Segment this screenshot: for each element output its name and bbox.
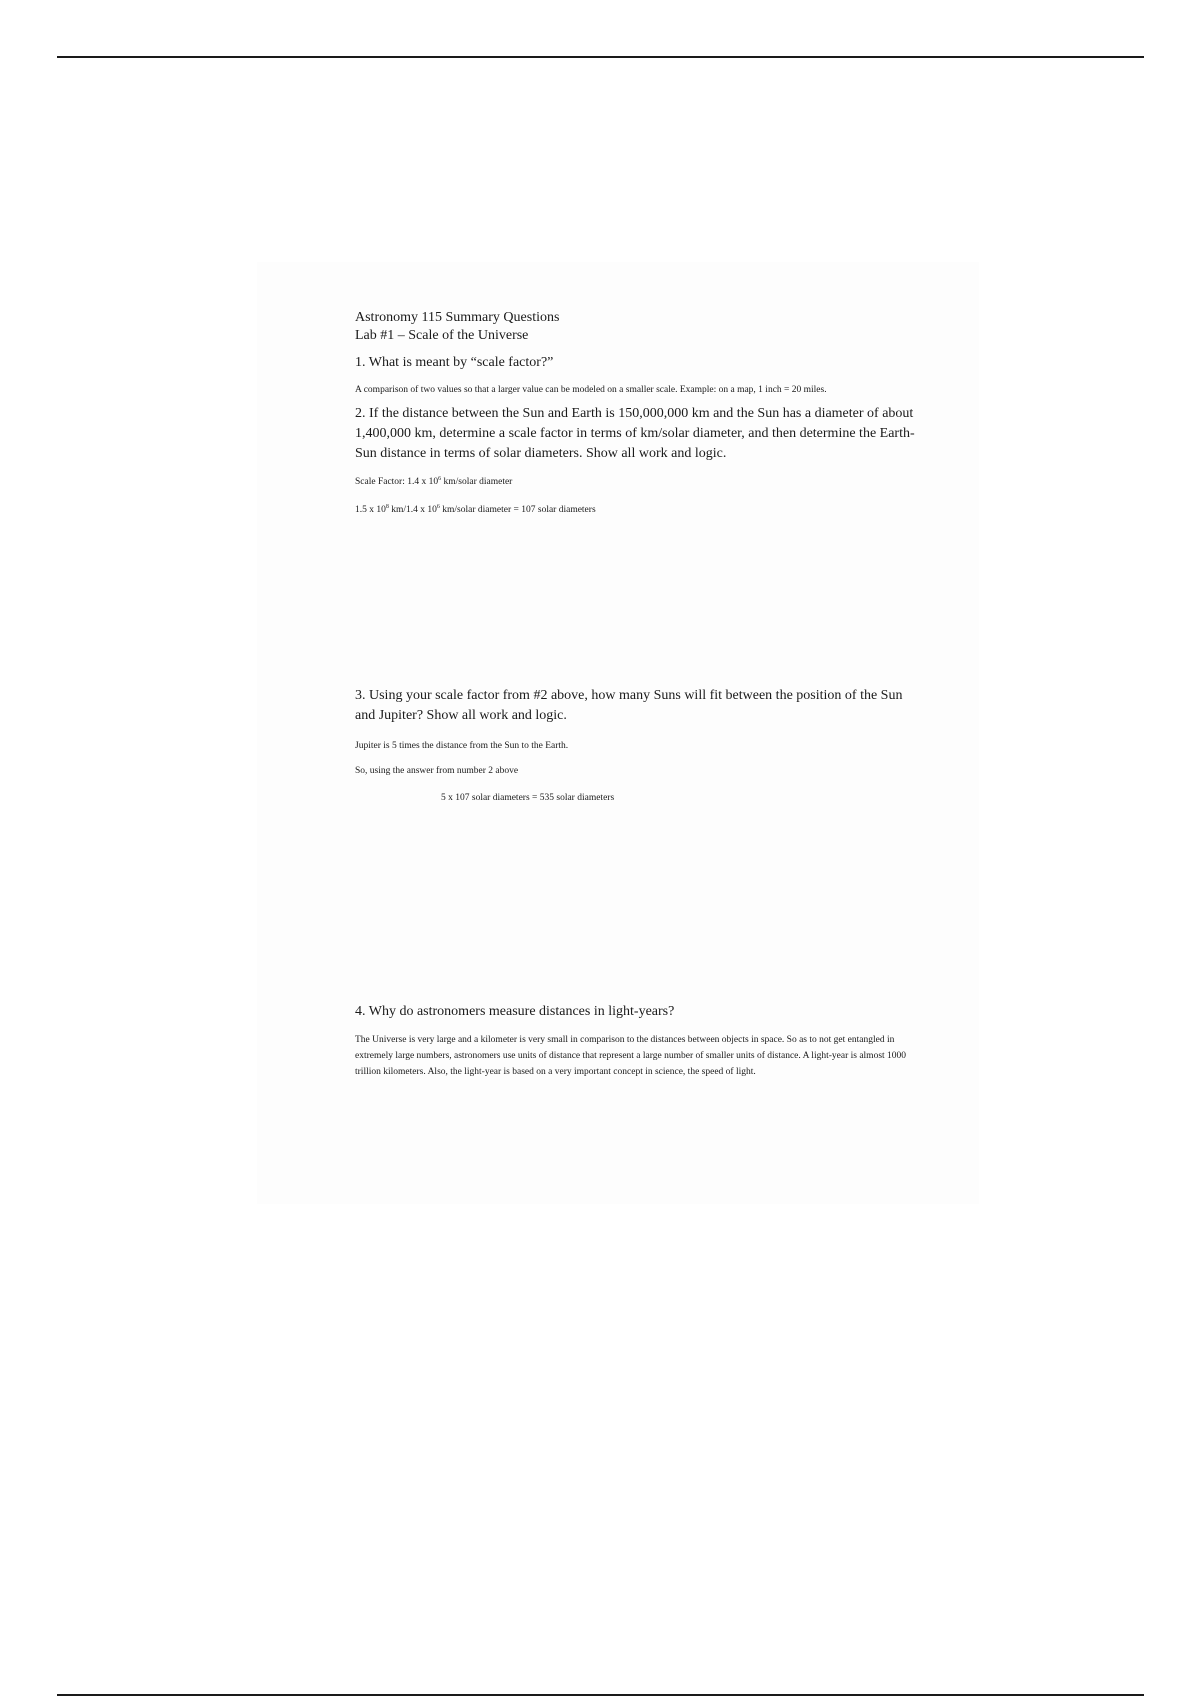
answer-2-calculation: 1.5 x $10^8$ km/1.4 x $10^6$ km/solar diameter = 107 solar diameters: [355, 503, 596, 515]
document-page: [257, 262, 979, 1204]
document-content: [355, 309, 925, 1080]
question-2: 2. If the distance between the Sun and Earth is 150,000,000 km and the Sun has a diameter of about 1,400,000 km, determine a scale factor in terms of km/solar diameter, and then determine the Earth-Sun distance in terms of solar diameters. Show all work and logic.: [355, 406, 915, 461]
document-title: Astronomy 115 Summary Questions: [355, 310, 560, 325]
question-3: 3. Using your scale factor from #2 above, how many Suns will fit between the position of the Sun and Jupiter? Show all work and logic.: [355, 688, 903, 723]
document-subtitle: Lab #1 – Scale of the Universe: [355, 328, 529, 343]
answer-3-line-2: So, using the answer from number 2 above: [355, 766, 519, 776]
question-1: 1. What is meant by “scale factor?”: [355, 355, 554, 370]
answer-3-calculation: 5 x 107 solar diameters = 535 solar diameters: [441, 793, 615, 803]
answer-3-line-1: Jupiter is 5 times the distance from the Sun to the Earth.: [355, 741, 569, 751]
answer-1: A comparison of two values so that a larger value can be modeled on a smaller scale. Example: on a map, 1 inch = 20 miles.: [355, 385, 827, 395]
answer-4: The Universe is very large and a kilometer is very small in comparison to the distances between objects in space. So as to not get entangled in extremely large numbers, astronomers use units of distance that represent a large number of smaller units of distance. A light-year is almost 1000 trillion kilometers. Also, the light-year is based on a very important concept in science, the speed of light.: [355, 1035, 907, 1077]
top-divider: [57, 56, 1144, 58]
question-4: 4. Why do astronomers measure distances in light-years?: [355, 1004, 675, 1019]
bottom-divider: [57, 1694, 1144, 1696]
answer-2-scale-factor: Scale Factor: 1.4 x $10^6$ km/solar diameter: [355, 475, 513, 487]
document-header: [355, 309, 925, 345]
